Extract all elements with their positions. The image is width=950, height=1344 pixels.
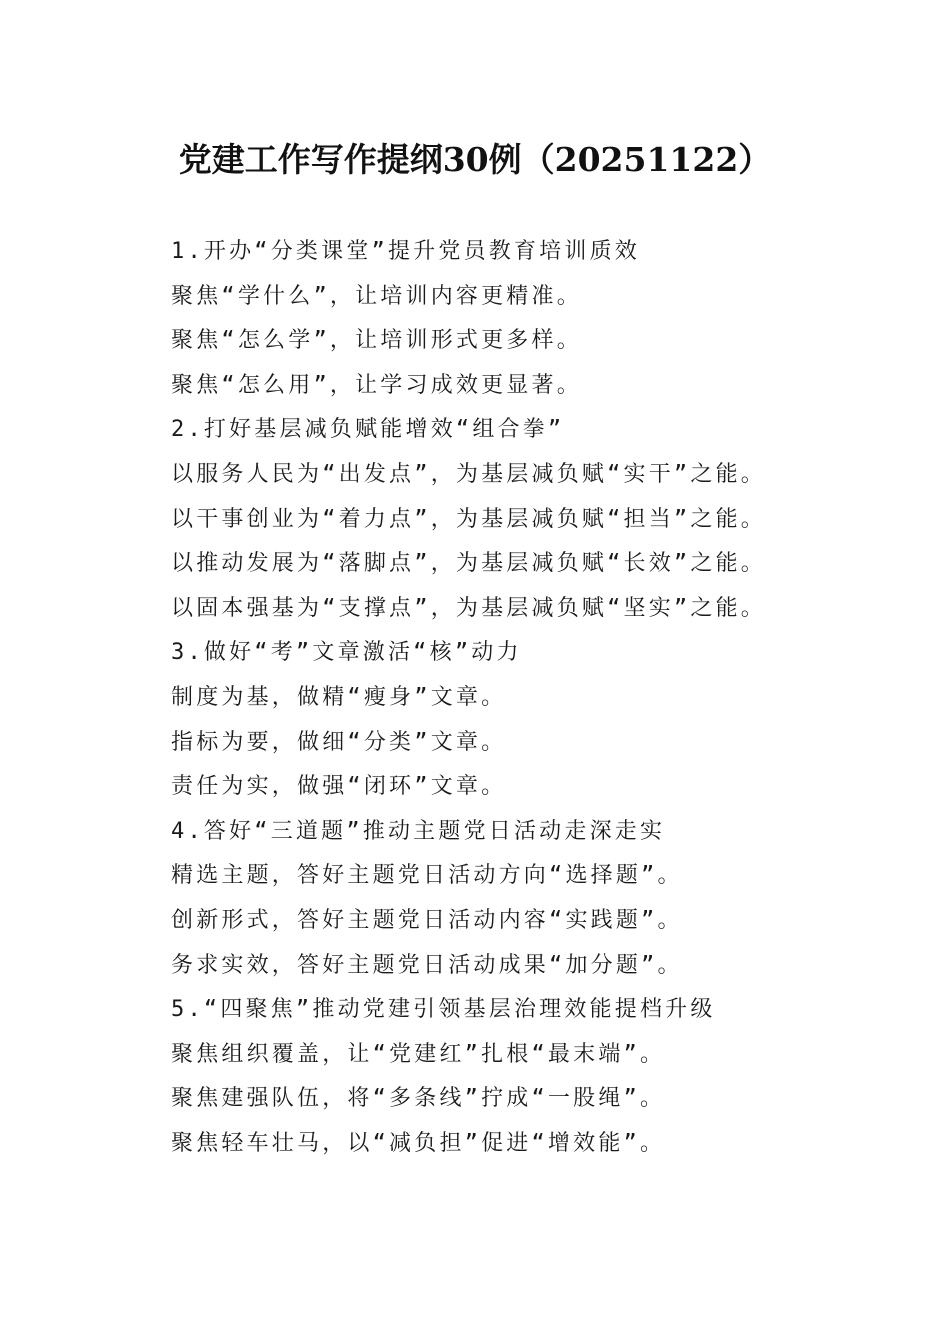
section-point: 聚焦“怎么学”，让培训形式更多样。 — [171, 328, 582, 354]
section-heading: 2.打好基层减负赋能增效“组合拳” — [171, 417, 565, 443]
section-heading: 5.“四聚焦”推动党建引领基层治理效能提档升级 — [171, 997, 716, 1023]
section-heading: 3.做好“考”文章激活“核”动力 — [171, 640, 522, 666]
section-point: 以干事创业为“着力点”，为基层减负赋“担当”之能。 — [171, 506, 766, 532]
section-point: 责任为实，做强“闭环”文章。 — [171, 774, 507, 800]
section-point: 精选主题，答好主题党日活动方向“选择题”。 — [171, 863, 683, 889]
section-point: 创新形式，答好主题党日活动内容“实践题”。 — [171, 907, 683, 933]
section-point: 聚焦轻车壮马，以“减负担”促进“增效能”。 — [171, 1130, 666, 1156]
section-heading: 1.开办“分类课堂”提升党员教育培训质效 — [171, 239, 640, 264]
section-point: 聚焦建强队伍，将“多条线”拧成“一股绳”。 — [171, 1086, 666, 1112]
section-point: 以固本强基为“支撑点”，为基层减负赋“坚实”之能。 — [171, 595, 766, 621]
section-point: 指标为要，做细“分类”文章。 — [171, 729, 507, 755]
document-title: 党建工作写作提纲30例（20251122） — [178, 140, 772, 179]
document-body — [171, 230, 931, 1166]
section-heading: 4.答好“三道题”推动主题党日活动走深走实 — [171, 818, 666, 844]
section-point: 以推动发展为“落脚点”，为基层减负赋“长效”之能。 — [171, 551, 766, 577]
section-point: 聚焦“学什么”，让培训内容更精准。 — [171, 283, 582, 309]
section-point: 以服务人民为“出发点”，为基层减负赋“实干”之能。 — [171, 461, 766, 487]
section-point: 聚焦组织覆盖，让“党建红”扎根“最末端”。 — [171, 1041, 666, 1067]
section-point: 务求实效，答好主题党日活动成果“加分题”。 — [171, 952, 683, 978]
section-point: 制度为基，做精“瘦身”文章。 — [171, 684, 507, 710]
section-point: 聚焦“怎么用”，让学习成效更显著。 — [171, 372, 582, 398]
